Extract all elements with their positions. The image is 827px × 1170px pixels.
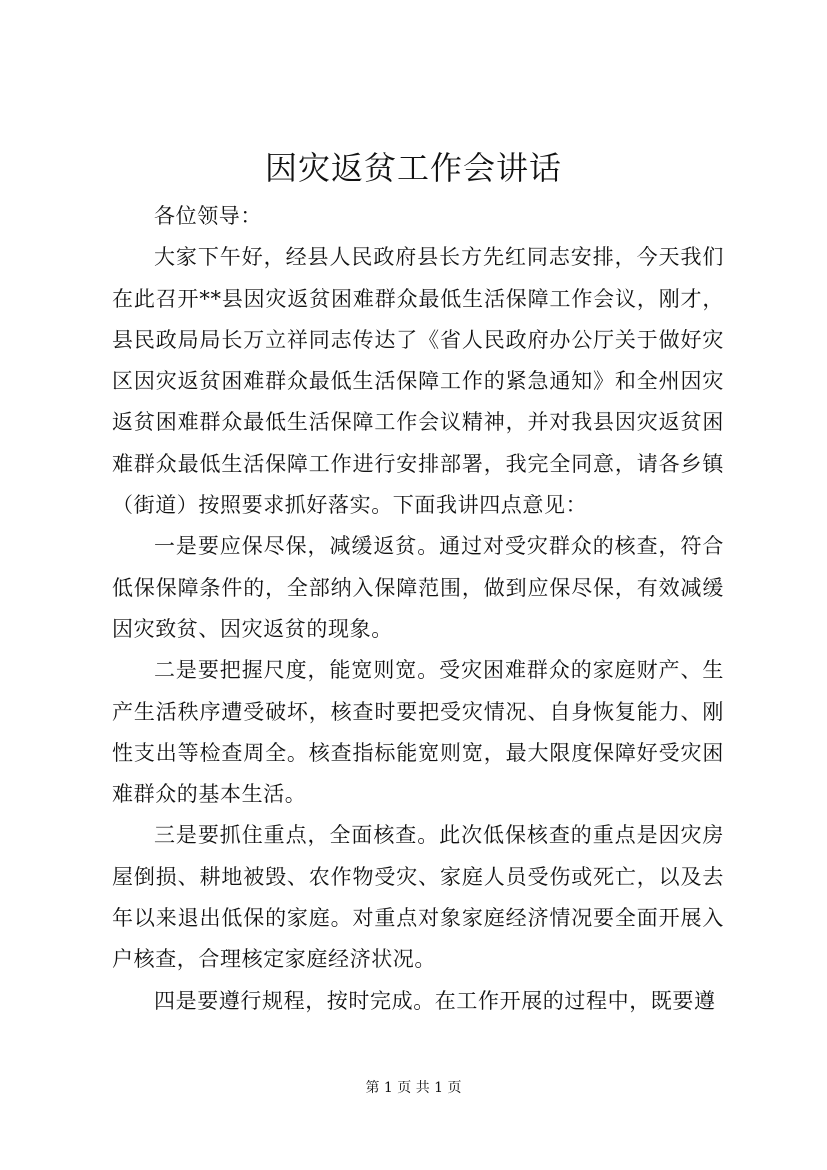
page-footer: 第 1 页 共 1 页 bbox=[365, 1080, 462, 1096]
paragraph-point-3: 三是要抓住重点，全面核查。此次低保核查的重点是因灾房屋倒损、耕地被毁、农作物受灾、家庭人员受伤或死亡，以及去年以来退出低保的家庭。对重点对象家庭经济情况要全面开展入户核查，合理核定家庭经济状况。 bbox=[112, 823, 724, 972]
paragraph-point-2: 二是要把握尺度，能宽则宽。受灾困难群众的家庭财产、生产生活秩序遭受破坏，核查时要把受灾情况、自身恢复能力、刚性支出等检查周全。核查指标能宽则宽，最大限度保障好受灾困难群众的基本生活。 bbox=[112, 658, 724, 807]
paragraph-salutation: 各位领导： bbox=[154, 204, 262, 228]
paragraph-point-4: 四是要遵行规程，按时完成。在工作开展的过程中，既要遵 bbox=[154, 988, 716, 1013]
document-title: 因灾返贫工作会讲话 bbox=[264, 149, 562, 187]
paragraph-point-1: 一是要应保尽保，减缓返贫。通过对受灾群众的核查，符合低保保障条件的，全部纳入保障范围，做到应保尽保，有效减缓因灾致贫、因灾返贫的现象。 bbox=[112, 534, 724, 641]
paragraph-intro: 大家下午好，经县人民政府县长方先红同志安排，今天我们在此召开**县因灾返贫困难群众最低生活保障工作会议，刚才，县民政局局长万立祥同志传达了《省人民政府办公厅关于做好灾区因灾返贫困难群众最低生活保障工作的紧急通知》和全州因灾返贫困难群众最低生活保障工作会议精神，并对我县因灾返贫困难群众最低生活保障工作进行安排部署，我完全同意，请各乡镇（街道）按照要求抓好落实。下面我讲四点意见： bbox=[112, 245, 724, 518]
document-body bbox=[112, 196, 724, 1022]
